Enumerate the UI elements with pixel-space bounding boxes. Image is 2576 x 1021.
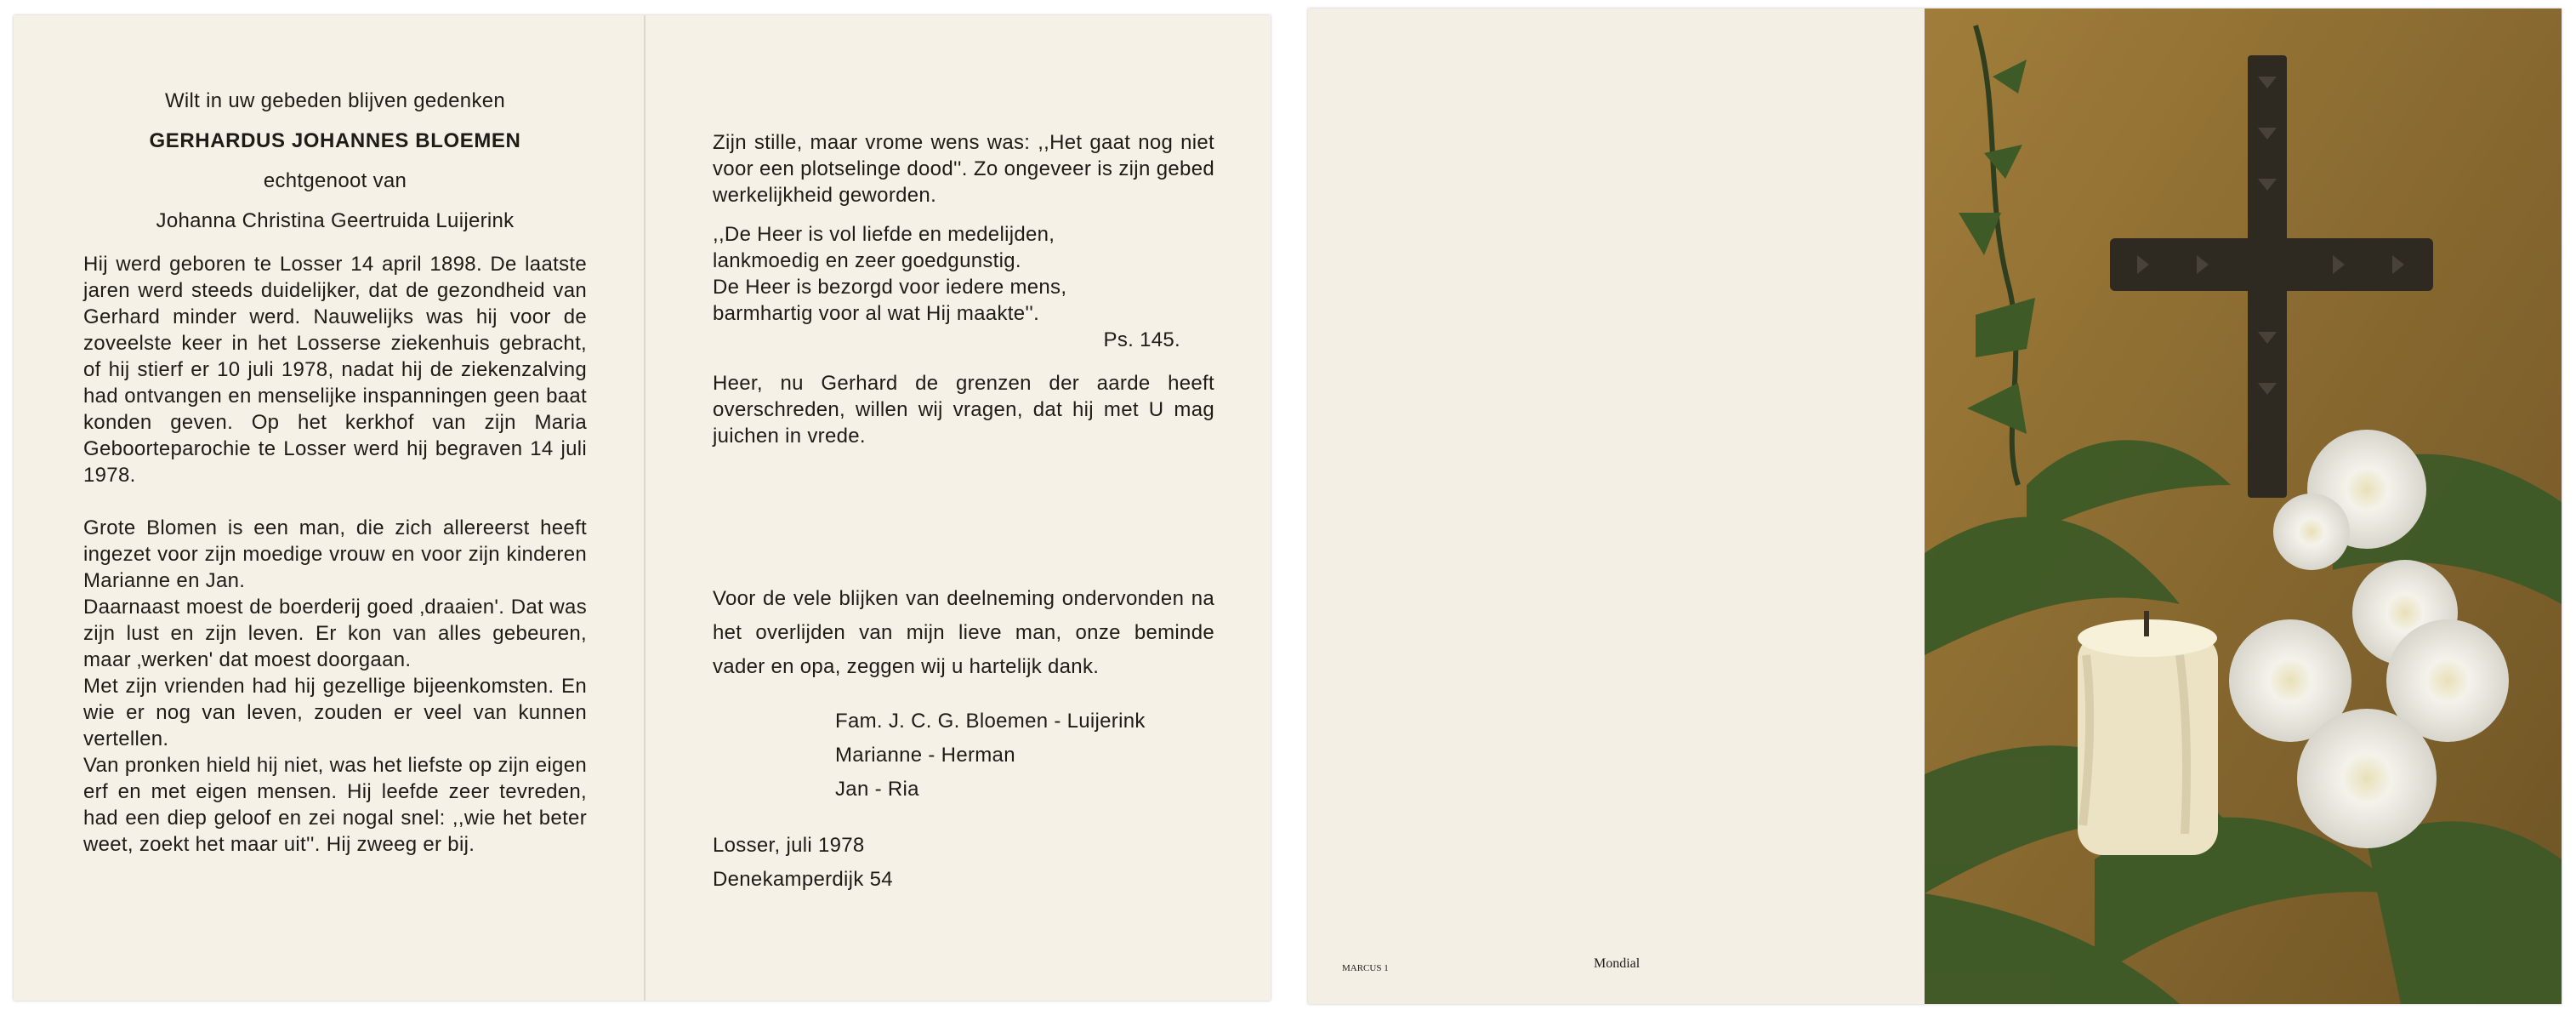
- place-block: [713, 829, 1214, 897]
- card-code: MARCUS 1: [1342, 963, 1389, 973]
- signature-line: Marianne - Herman: [835, 744, 1015, 767]
- thanks-text: Voor de vele blijken van deelneming ondervonden na het overlijden van mijn lieve man, onze beminde vader en opa, zeggen wij u hartelijk dank.: [713, 587, 1214, 678]
- psalm-line: barmhartig voor al wat Hij maakte''.: [713, 302, 1040, 325]
- psalm-quote: [713, 221, 1214, 353]
- memorial-card-outside: [1308, 9, 2562, 1004]
- memorial-card-inside: [14, 15, 1271, 1001]
- candle-icon: [2078, 611, 2218, 855]
- publisher-label: Mondial: [1594, 956, 1641, 971]
- character-line: Grote Blomen is een man, die zich allereerst heeft ingezet voor zijn moedige vrouw en voor zijn kinderen Marianne en Jan.: [83, 516, 587, 592]
- signature-line: Fam. J. C. G. Bloemen - Luijerink: [835, 710, 1146, 733]
- left-page: [83, 15, 587, 1001]
- place-date: Losser, juli 1978: [713, 834, 865, 857]
- address: Denekamperdijk 54: [713, 868, 893, 891]
- character-line: Daarnaast moest de boerderij goed ‚draaien'. Dat was zijn lust en zijn leven. Er kon van alles gebeuren, maar ‚werken' dat moest doorgaan.: [83, 596, 587, 671]
- psalm-line: lankmoedig en zeer goedgunstig.: [713, 249, 1021, 272]
- cover-photo: [1925, 9, 2562, 1004]
- cross-candle-flowers-image: [1925, 9, 2562, 1004]
- wish-text: Zijn stille, maar vrome wens was: ,,Het gaat nog niet voor een plotselinge dood''. Zo ongeveer is zijn gebed werkelijkheid geworden.: [713, 131, 1214, 207]
- signature-line: Jan - Ria: [835, 778, 919, 801]
- intro-text: Wilt in uw gebeden blijven gedenken: [164, 89, 506, 112]
- psalm-line: ,,De Heer is vol liefde en medelijden,: [713, 223, 1055, 246]
- character-line: Met zijn vrienden had hij gezellige bijeenkomsten. En wie er nog van leven, zouden er veel van kunnen vertellen.: [83, 675, 587, 750]
- card-fold: [644, 15, 645, 1001]
- deceased-name: GERHARDUS JOHANNES BLOEMEN: [149, 129, 521, 152]
- character-line: Van pronken hield hij niet, was het liefste op zijn eigen erf en met eigen mensen. Hij leefde zeer tevreden, had een diep geloof en zei nogal snel: ,,wie het beter weet, zoekt het maar uit''. Hij zweeg er bij.: [83, 754, 587, 856]
- relation-text: echtgenoot van: [263, 169, 407, 192]
- psalm-line: De Heer is bezorgd voor iedere mens,: [713, 276, 1067, 299]
- spouse-name: Johanna Christina Geertruida Luijerink: [156, 209, 515, 232]
- right-page: [713, 15, 1214, 1001]
- signatures: [835, 704, 1214, 807]
- psalm-reference: Ps. 145.: [1103, 328, 1180, 351]
- character-section: [83, 515, 587, 858]
- biography-paragraph: Hij werd geboren te Losser 14 april 1898. De laatste jaren werd steeds duidelijker, dat de gezondheid van Gerhard minder werd. Nauwelijks was hij voor de zoveelste keer in het Losserse ziekenhuis gebracht, of hij stierf er 10 juli 1978, nadat hij de ziekenzalving had ontvangen en menselijke inspanningen geen baat konden geven. Op het kerkhof van zijn Maria Geboorteparochie te Losser werd hij begraven 14 juli 1978.: [83, 253, 587, 487]
- prayer-text: Heer, nu Gerhard de grenzen der aarde heeft overschreden, willen wij vragen, dat hij met U mag juichen in vrede.: [713, 372, 1214, 448]
